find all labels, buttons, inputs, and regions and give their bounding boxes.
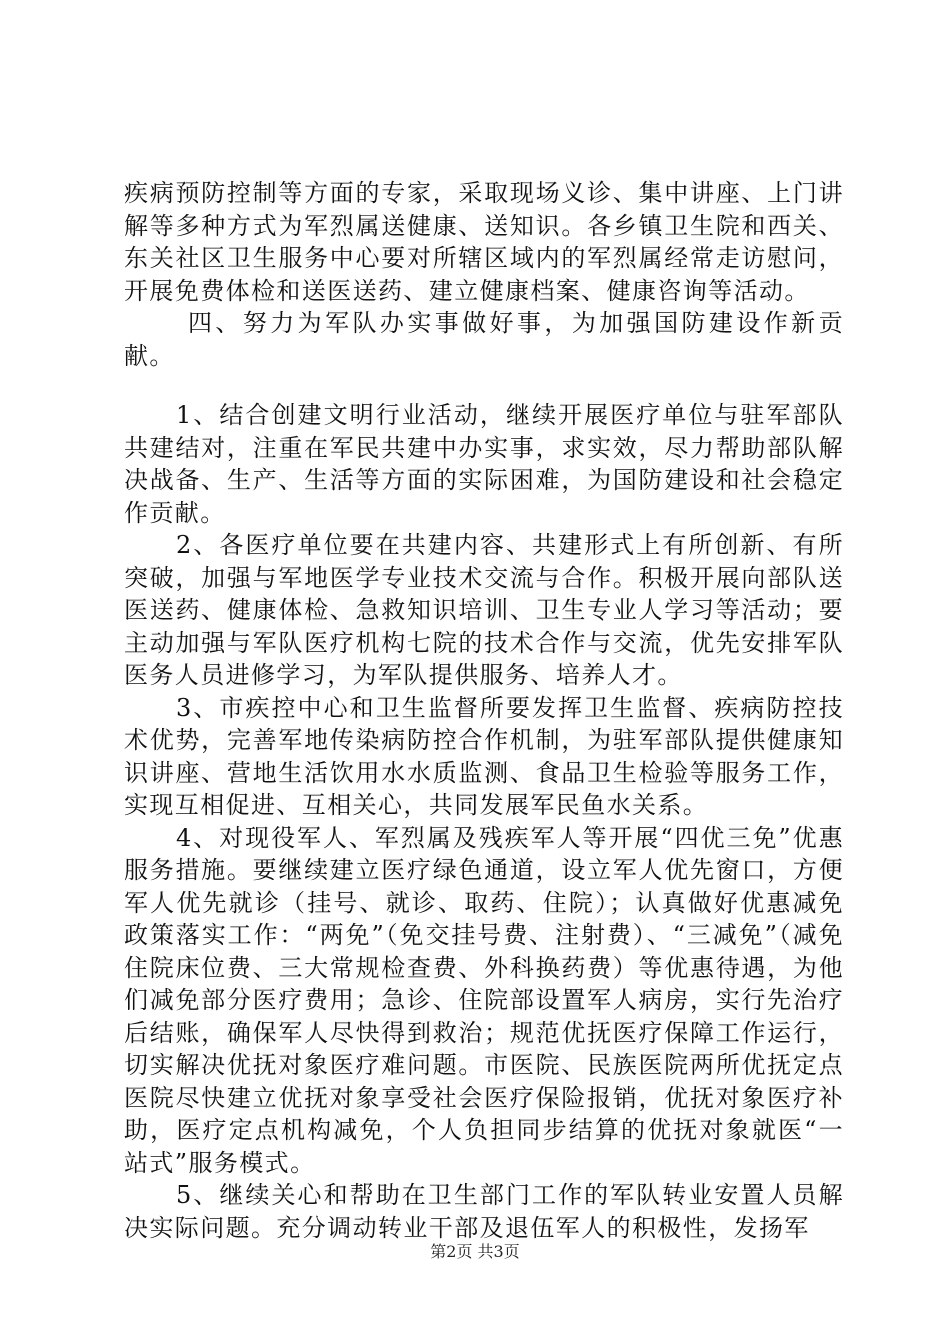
- paragraph-continuation: 疾病预防控制等方面的专家，采取现场义诊、集中讲座、上门讲解等多种方式为军烈属送健康、送知识。各乡镇卫生院和西关、东关社区卫生服务中心要对所辖区域内的军烈属经常走访慰问，开展免费体检和送医送药、建立健康档案、健康咨询等活动。: [124, 179, 844, 305]
- paragraph-item-2: 2、各医疗单位要在共建内容、共建形式上有所创新、有所突破，加强与军地医学专业技术交流与合作。积极开展向部队送医送药、健康体检、急救知识培训、卫生专业人学习等活动；要主动加强与军队医疗机构七院的技术合作与交流，优先安排军队医务人员进修学习，为军队提供服务、培养人才。: [124, 531, 844, 689]
- paragraph-item-4: 4、对现役军人、军烈属及残疾军人等开展“四优三免”优惠服务措施。要继续建立医疗绿色通道，设立军人优先窗口，方便军人优先就诊（挂号、就诊、取药、住院）；认真做好优惠减免政策落实工作：“两免”（免交挂号费、注射费）、“三减免”（减免住院床位费、三大常规检查费、外科换药费）等优惠待遇，为他们减免部分医疗费用；急诊、住院部设置军人病房，实行先治疗后结账，确保军人尽快得到救治；规范优抚医疗保障工作运行，切实解决优抚对象医疗难问题。市医院、民族医院两所优抚定点医院尽快建立优抚对象享受社会医疗保险报销，优抚对象医疗补助，医疗定点机构减免，个人负担同步结算的优抚对象就医“一站式”服务模式。: [124, 823, 844, 1177]
- section-heading-four: 四、努力为军队办实事做好事，为加强国防建设作新贡献。: [124, 309, 844, 370]
- document-body: [124, 177, 844, 1244]
- paragraph-item-1: 1、结合创建文明行业活动，继续开展医疗单位与驻军部队共建结对，注重在军民共建中办实事，求实效，尽力帮助部队解决战备、生产、生活等方面的实际困难，为国防建设和社会稳定作贡献。: [124, 401, 844, 527]
- paragraph-spacer: [124, 372, 844, 399]
- paragraph-item-3: 3、市疾控中心和卫生监督所要发挥卫生监督、疾病防控技术优势，完善军地传染病防控合作机制，为驻军部队提供健康知识讲座、营地生活饮用水水质监测、食品卫生检验等服务工作，实现互相促进、互相关心，共同发展军民鱼水关系。: [124, 693, 844, 819]
- page-number-footer: 第2页 共3页: [430, 1242, 520, 1261]
- paragraph-item-5: 5、继续关心和帮助在卫生部门工作的军队转业安置人员解决实际问题。充分调动转业干部及退伍军人的积极性，发扬军: [124, 1181, 844, 1242]
